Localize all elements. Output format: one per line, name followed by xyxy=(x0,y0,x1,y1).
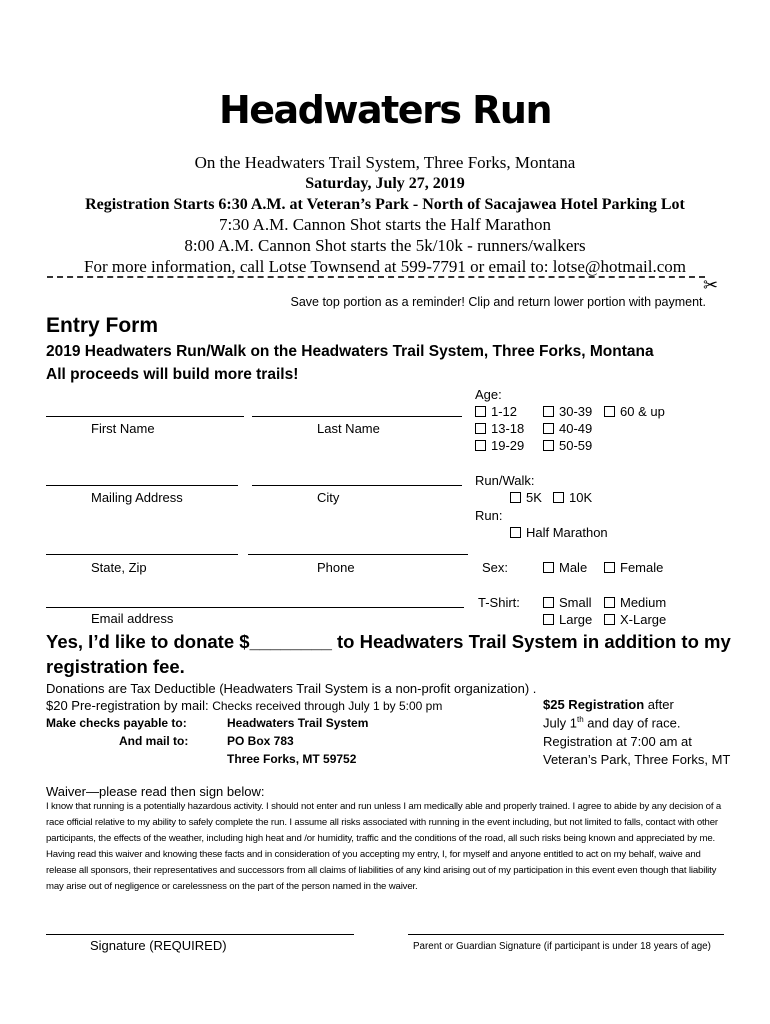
checkbox-icon xyxy=(604,614,615,625)
age-label: Age: xyxy=(475,387,502,402)
checkbox-icon xyxy=(543,423,554,434)
phone-input[interactable] xyxy=(248,554,468,555)
mail-address-line-2: Three Forks, MT 59752 xyxy=(227,752,357,766)
run-label: Run: xyxy=(475,508,503,523)
cut-line xyxy=(47,276,705,278)
mailing-address-label: Mailing Address xyxy=(91,490,183,505)
state-zip-label: State, Zip xyxy=(91,560,147,575)
last-name-label: Last Name xyxy=(317,421,380,436)
half-marathon-start: 7:30 A.M. Cannon Shot starts the Half Marathon xyxy=(219,215,551,234)
checks-payable-label: Make checks payable to: xyxy=(46,716,187,730)
proceeds-note: All proceeds will build more trails! xyxy=(46,366,299,383)
checkbox-icon xyxy=(543,597,554,608)
sex-option-male[interactable]: Male xyxy=(543,560,587,575)
city-label: City xyxy=(317,490,340,505)
guardian-signature-line[interactable] xyxy=(408,934,724,935)
tshirt-option-medium[interactable]: Medium xyxy=(604,595,666,610)
mail-address-line-1: PO Box 783 xyxy=(227,734,294,748)
checkbox-icon xyxy=(510,527,521,538)
run-walk-label: Run/Walk: xyxy=(475,473,535,488)
registration-price: $25 Registration after xyxy=(543,697,674,712)
phone-label: Phone xyxy=(317,560,355,575)
sex-label: Sex: xyxy=(482,560,509,575)
age-option-13-18[interactable]: 13-18 xyxy=(475,421,524,436)
age-option-19-29[interactable]: 19-29 xyxy=(475,438,524,453)
tax-deductible-note: Donations are Tax Deductible (Headwaters Trail System is a non-profit organization) . xyxy=(46,681,537,696)
checkbox-icon xyxy=(475,440,486,451)
age-option-50-59[interactable]: 50-59 xyxy=(543,438,592,453)
waiver-heading: Waiver—please read then sign below: xyxy=(46,784,265,799)
tshirt-option-small[interactable]: Small xyxy=(543,595,592,610)
email-input[interactable] xyxy=(46,607,464,608)
checks-payable-value: Headwaters Trail System xyxy=(227,716,369,730)
first-name-label: First Name xyxy=(91,421,155,436)
participant-signature-line[interactable] xyxy=(46,934,354,935)
checkbox-icon xyxy=(543,562,554,573)
event-title: Headwaters Run xyxy=(218,88,552,132)
age-option-30-39[interactable]: 30-39 xyxy=(543,404,592,419)
five-ten-k-start: 8:00 A.M. Cannon Shot starts the 5k/10k - runners/walkers xyxy=(184,236,586,255)
waiver-text: I know that running is a potentially hazardous activity. I should not enter and run unless I am medically able and properly trained. I agree to abide by any decision of a race official relative to my ability to safely complete the run. I assume all risks associated with running in the event including, but not limited to falls, contact with other participants, the effects of the weather, including high heat and /or humidity, traffic and the conditions of the road, all such risks being known and appreciated by me. Having read this waiver and knowing these facts and in consideration of you accepting my entry, I, for myself and anyone entitled to act on my behalf, waive and release all sponsors, their representatives and successors from all claims of liabilities of any kind arising out of my participation in this event even though that liability may arise out of negligence or carelessness on the part of the person named in the waiver. xyxy=(46,801,722,892)
age-option-1-12[interactable]: 1-12 xyxy=(475,404,517,419)
last-name-input[interactable] xyxy=(252,416,462,417)
age-option-60-up[interactable]: 60 & up xyxy=(604,404,665,419)
donation-line: Yes, I’d like to donate $________ to Headwaters Trail System in addition to my xyxy=(46,631,731,652)
checkbox-icon xyxy=(475,406,486,417)
checkbox-icon xyxy=(543,614,554,625)
age-option-40-49[interactable]: 40-49 xyxy=(543,421,592,436)
tshirt-option-large[interactable]: Large xyxy=(543,612,592,627)
entry-form-title: Entry Form xyxy=(46,314,159,337)
checkbox-icon xyxy=(543,440,554,451)
participant-signature-label: Signature (REQUIRED) xyxy=(90,938,227,953)
checkbox-icon xyxy=(604,406,615,417)
run-option-half-marathon[interactable]: Half Marathon xyxy=(510,525,608,540)
state-zip-input[interactable] xyxy=(46,554,238,555)
email-label: Email address xyxy=(91,611,174,626)
registration-info: Registration Starts 6:30 A.M. at Veteran’s Park - North of Sacajawea Hotel Parking Lot xyxy=(85,196,685,213)
tshirt-label: T-Shirt: xyxy=(478,595,520,610)
run-walk-option-10k[interactable]: 10K xyxy=(553,490,592,505)
donation-line-2: registration fee. xyxy=(46,656,185,677)
contact-info: For more information, call Lotse Townsend at 599-7791 or email to: lotse@hotmail.com xyxy=(84,257,686,276)
registration-date: July 1th and day of race. xyxy=(543,715,681,731)
checkbox-icon xyxy=(553,492,564,503)
scissors-icon: ✂ xyxy=(703,275,719,295)
city-input[interactable] xyxy=(252,485,462,486)
checkbox-icon xyxy=(475,423,486,434)
tshirt-option-x-large[interactable]: X-Large xyxy=(604,612,666,627)
checkbox-icon xyxy=(543,406,554,417)
guardian-signature-label: Parent or Guardian Signature (if participant is under 18 years of age) xyxy=(413,941,711,952)
registration-place: Veteran’s Park, Three Forks, MT xyxy=(543,752,731,767)
event-location: On the Headwaters Trail System, Three Forks, Montana xyxy=(194,153,576,172)
registration-time: Registration at 7:00 am at xyxy=(543,734,692,749)
entry-form-subtitle: 2019 Headwaters Run/Walk on the Headwaters Trail System, Three Forks, Montana xyxy=(46,343,654,360)
checkbox-icon xyxy=(510,492,521,503)
run-walk-option-5k[interactable]: 5K xyxy=(510,490,542,505)
first-name-input[interactable] xyxy=(46,416,244,417)
sex-option-female[interactable]: Female xyxy=(604,560,663,575)
event-date: Saturday, July 27, 2019 xyxy=(305,175,465,192)
mail-to-label: And mail to: xyxy=(119,734,189,748)
preregistration-note: $20 Pre-registration by mail: Checks received through July 1 by 5:00 pm xyxy=(46,698,443,713)
cut-reminder: Save top portion as a reminder! Clip and return lower portion with payment. xyxy=(290,295,706,309)
checkbox-icon xyxy=(604,562,615,573)
checkbox-icon xyxy=(604,597,615,608)
mailing-address-input[interactable] xyxy=(46,485,238,486)
